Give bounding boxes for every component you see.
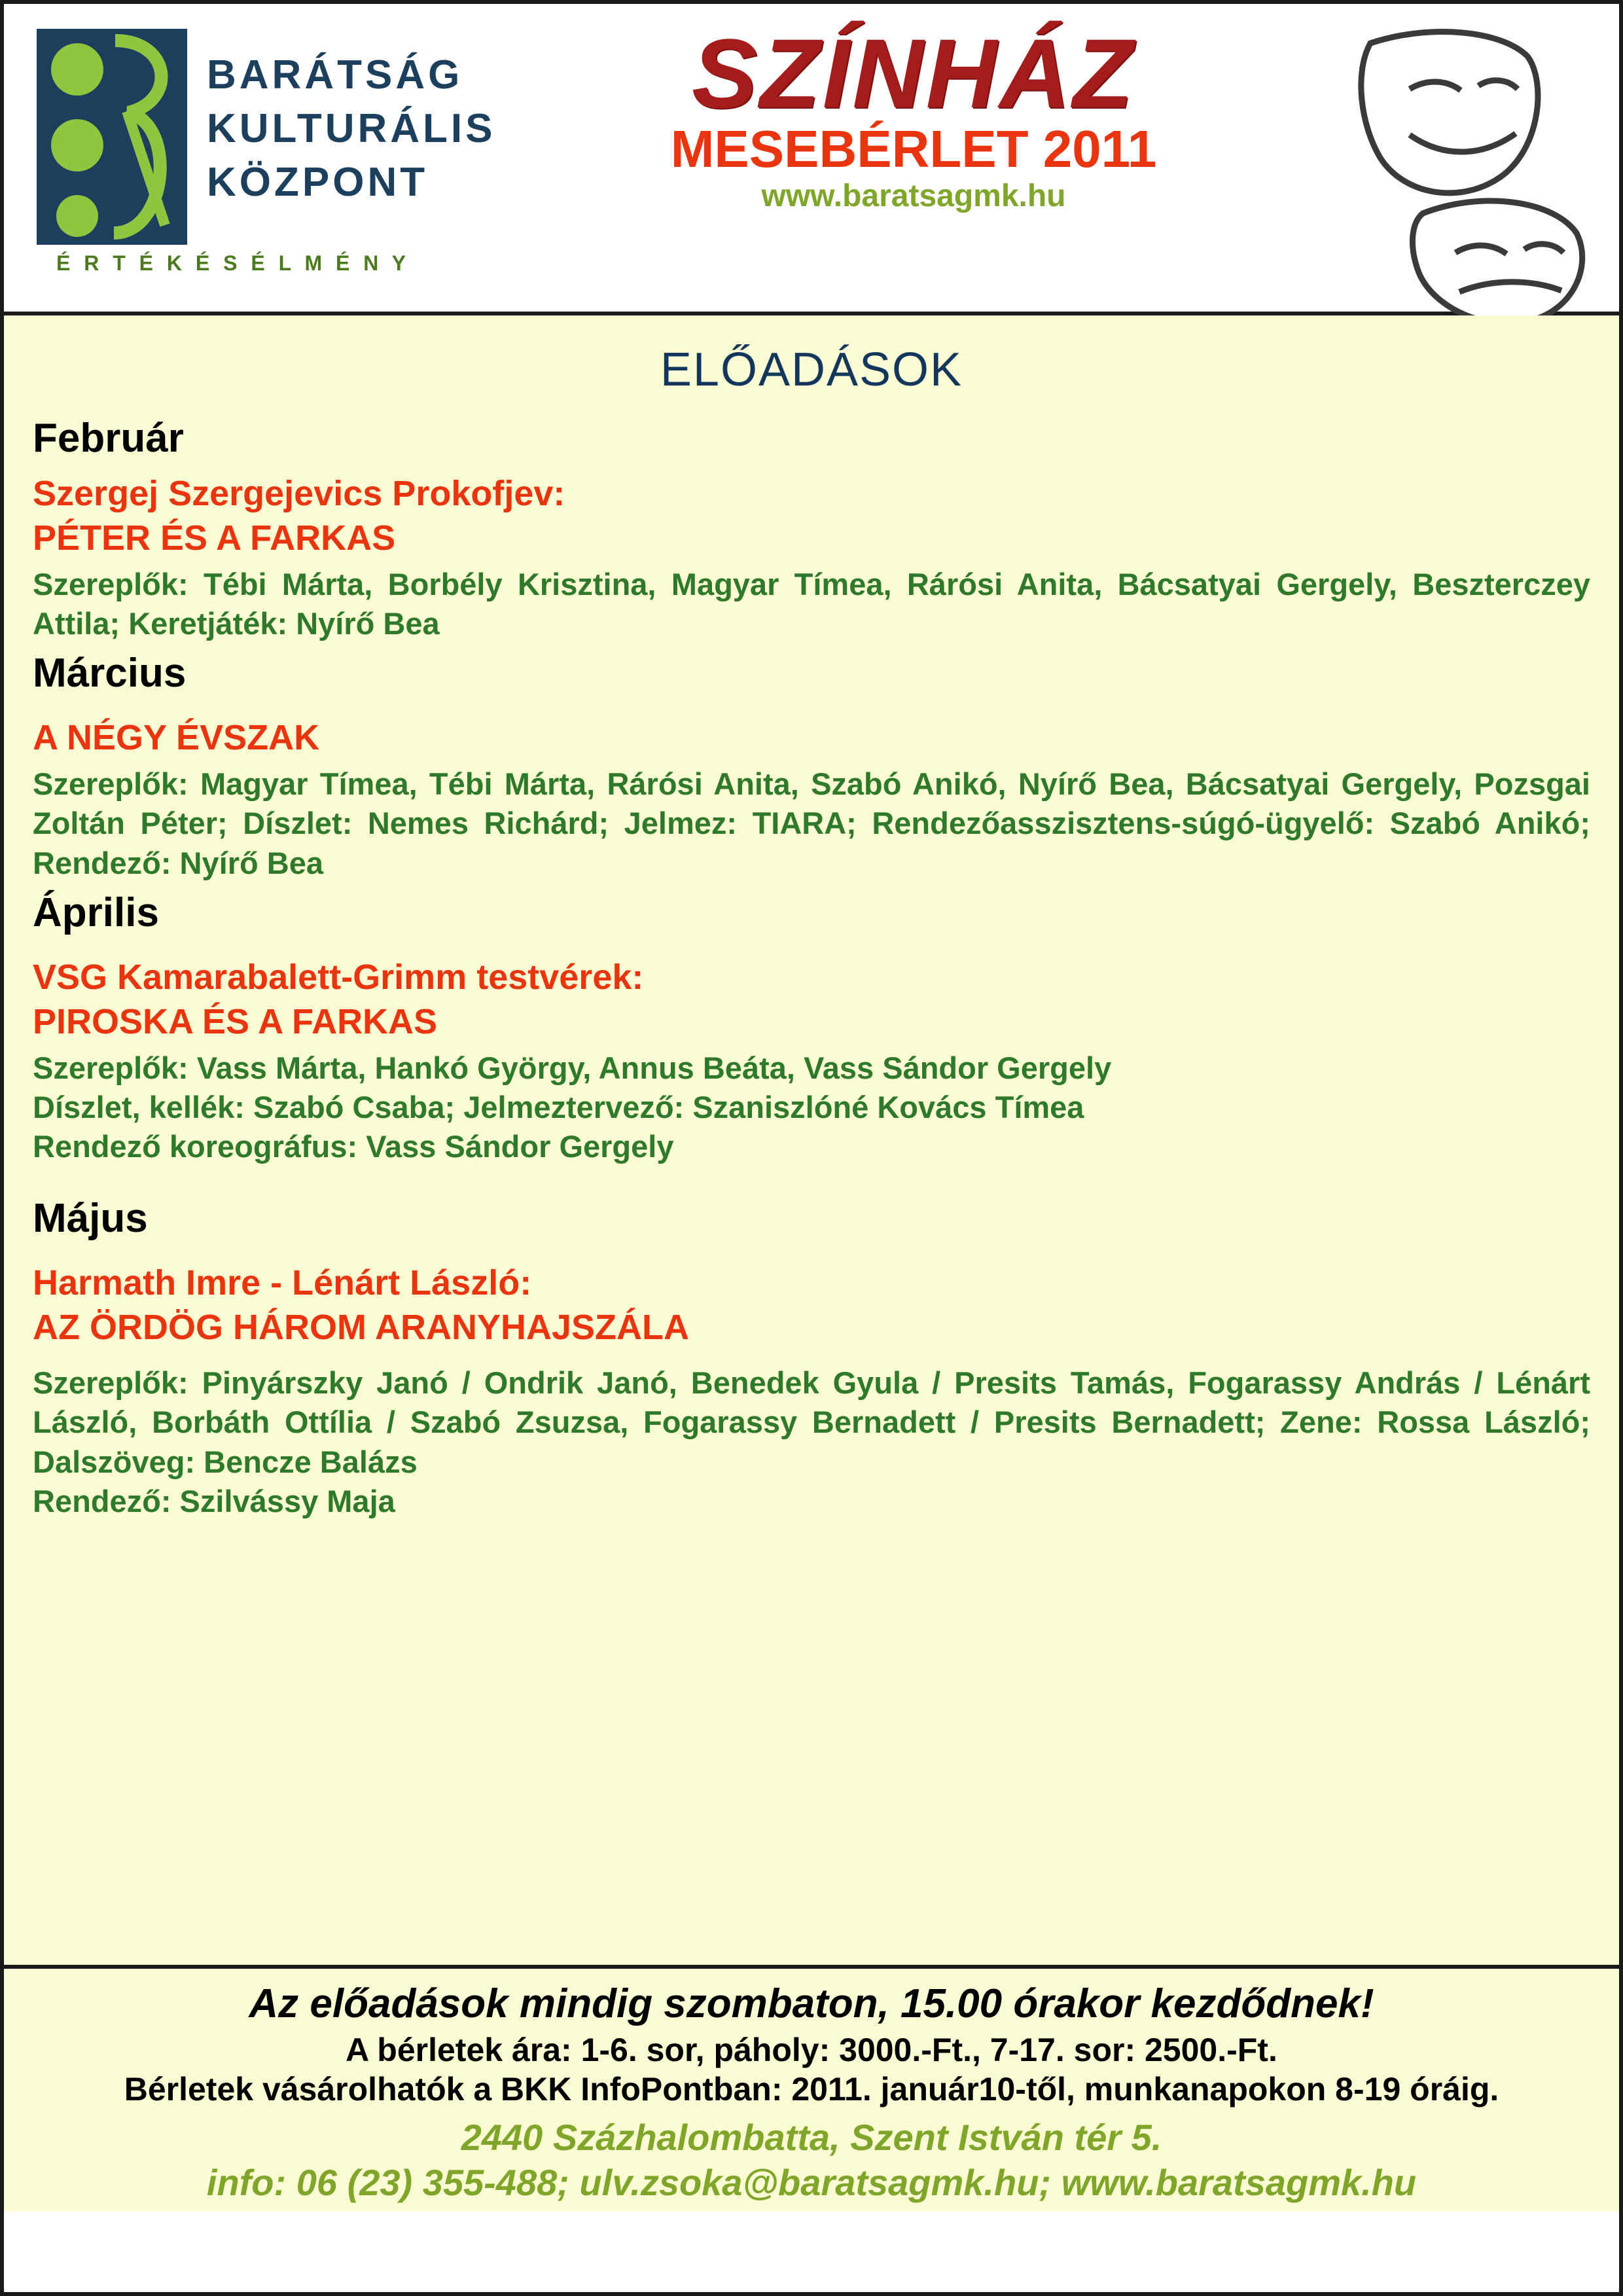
title-block xyxy=(488,10,1339,214)
play-credits: Szereplők: Vass Márta, Hankó György, Annus Beáta, Vass Sándor Gergely xyxy=(33,1050,1112,1085)
logo-block xyxy=(30,22,496,297)
play-title: AZ ÖRDÖG HÁROM ARANYHAJSZÁLA xyxy=(33,1308,689,1348)
program-content xyxy=(4,315,1619,1965)
logo-tagline: É R T É K É S É L M É N Y xyxy=(56,251,410,275)
program-entry-marcius xyxy=(33,650,1590,882)
program-entry-aprilis xyxy=(33,889,1590,1166)
program-heading: ELŐADÁSOK xyxy=(660,344,963,396)
play-title: PIROSKA ÉS A FARKAS xyxy=(33,1001,438,1041)
footer-address: 2440 Százhalombatta, Szent István tér 5. xyxy=(461,2117,1162,2158)
play-credits: Díszlet, kellék: Szabó Csaba; Jelmeztervező: Szaniszlóné Kovács Tímea xyxy=(33,1089,1084,1124)
play-author: VSG Kamarabalett-Grimm testvérek: xyxy=(33,957,644,997)
logo-line-1: BARÁTSÁG xyxy=(207,52,463,98)
month-label: Április xyxy=(33,889,159,935)
logo-wordmark xyxy=(207,48,495,209)
month-label: Május xyxy=(33,1196,148,1242)
play-title: PÉTER ÉS A FARKAS xyxy=(33,518,396,558)
program-entry-majus xyxy=(33,1172,1590,1521)
theatre-masks-icon xyxy=(1331,17,1606,331)
poster-subtitle: MESEBÉRLET 2011 xyxy=(670,119,1157,178)
play-credits: Szereplők: Magyar Tímea, Tébi Márta, Rárósi Anita, Szabó Anikó, Nyírő Bea, Bácsatyai Gergely, Pozsgai Zoltán Péter; Díszlet: Nemes Richárd; Jelmez: TIARA; Rendezőasszisztens-súgó-ügyelő: Szabó Anikó; Rendező: Nyírő Bea xyxy=(33,766,1590,880)
baratsag-logo-icon xyxy=(37,29,187,245)
header-website-link[interactable]: www.baratsagmk.hu xyxy=(761,178,1066,213)
footer-showtime: Az előadások mindig szombaton, 15.00 órakor kezdődnek! xyxy=(249,1981,1374,2026)
poster-footer xyxy=(4,1965,1619,2212)
footer-prices: A bérletek ára: 1-6. sor, páholy: 3000.-Ft., 7-17. sor: 2500.-Ft. xyxy=(346,2032,1277,2068)
poster-header xyxy=(4,4,1619,315)
play-author: Harmath Imre - Lénárt László: xyxy=(33,1263,532,1303)
play-credits: Szereplők: Pinyárszky Janó / Ondrik Janó, Benedek Gyula / Presits Tamás, Fogarassy András / Lénárt László, Borbáth Ottília / Szabó Zsuzsa, Fogarassy Bernadett / Presits Bernadett; Zene: Rossa László; Dalszöveg: Bencze Balázs xyxy=(33,1365,1590,1479)
program-entry-februar xyxy=(33,415,1590,643)
month-label: Március xyxy=(33,651,187,696)
play-title: A NÉGY ÉVSZAK xyxy=(33,718,320,758)
play-credits: Rendező koreográfus: Vass Sándor Gergely xyxy=(33,1129,674,1164)
play-author: Szergej Szergejevics Prokofjev: xyxy=(33,474,565,513)
poster-title: SZÍNHÁZ xyxy=(692,18,1135,128)
program-list xyxy=(4,415,1619,1521)
logo-line-2: KULTURÁLIS xyxy=(207,105,496,151)
month-label: Február xyxy=(33,416,184,461)
footer-sales-info: Bérletek vásárolhatók a BKK InfoPontban: 2011. január10-től, munkanapokon 8-19 óráig. xyxy=(124,2071,1499,2108)
logo-line-3: KÖZPONT xyxy=(207,159,429,205)
play-credits: Szereplők: Tébi Márta, Borbély Krisztina, Magyar Tímea, Rárósi Anita, Bácsatyai Gergely, Beszterczey Attila; Keretjáték: Nyírő Bea xyxy=(33,567,1590,641)
play-credits: Rendező: Szilvássy Maja xyxy=(33,1483,395,1518)
footer-contact[interactable]: info: 06 (23) 355-488; ulv.zsoka@baratsagmk.hu; www.baratsagmk.hu xyxy=(206,2162,1417,2203)
